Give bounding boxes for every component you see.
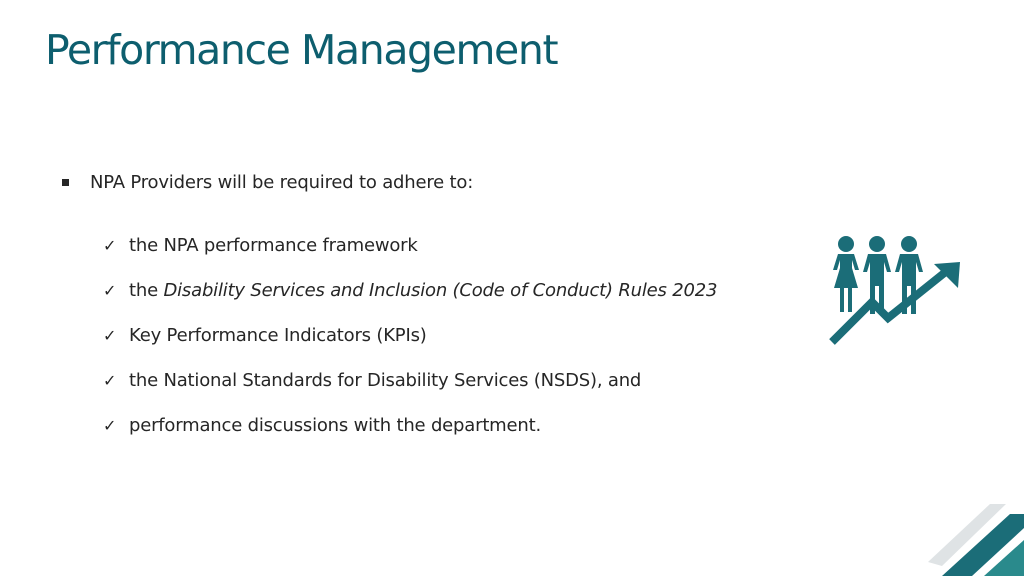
item-text: Key Performance Indicators (KPIs) — [129, 325, 427, 346]
corner-chevron-decoration — [914, 500, 1024, 576]
checkmark-icon: ✓ — [103, 416, 117, 435]
item-text: the National Standards for Disability Services (NSDS), and — [129, 370, 642, 391]
checkmark-icon: ✓ — [103, 281, 117, 300]
item-text-italic: Disability Services and Inclusion (Code of Conduct) Rules 2023 — [163, 280, 718, 301]
item-text: performance discussions with the department. — [129, 415, 541, 436]
item-text: the NPA performance framework — [129, 235, 418, 256]
requirement-item-discussions — [103, 403, 717, 448]
main-bullet-text: NPA Providers will be required to adhere to: — [90, 172, 474, 193]
requirements-list — [103, 223, 717, 448]
square-bullet-icon — [62, 179, 69, 186]
requirement-item-code-of-conduct — [103, 268, 717, 313]
requirement-item-nsds — [103, 358, 717, 403]
checkmark-icon: ✓ — [103, 371, 117, 390]
requirement-item-framework — [103, 223, 717, 268]
main-bullet — [62, 172, 473, 193]
item-text-prefix: the — [129, 280, 164, 301]
slide-title: Performance Management — [45, 26, 558, 74]
requirement-item-kpis — [103, 313, 717, 358]
checkmark-icon: ✓ — [103, 236, 117, 255]
people-growth-arrow-icon — [826, 234, 962, 348]
checkmark-icon: ✓ — [103, 326, 117, 345]
